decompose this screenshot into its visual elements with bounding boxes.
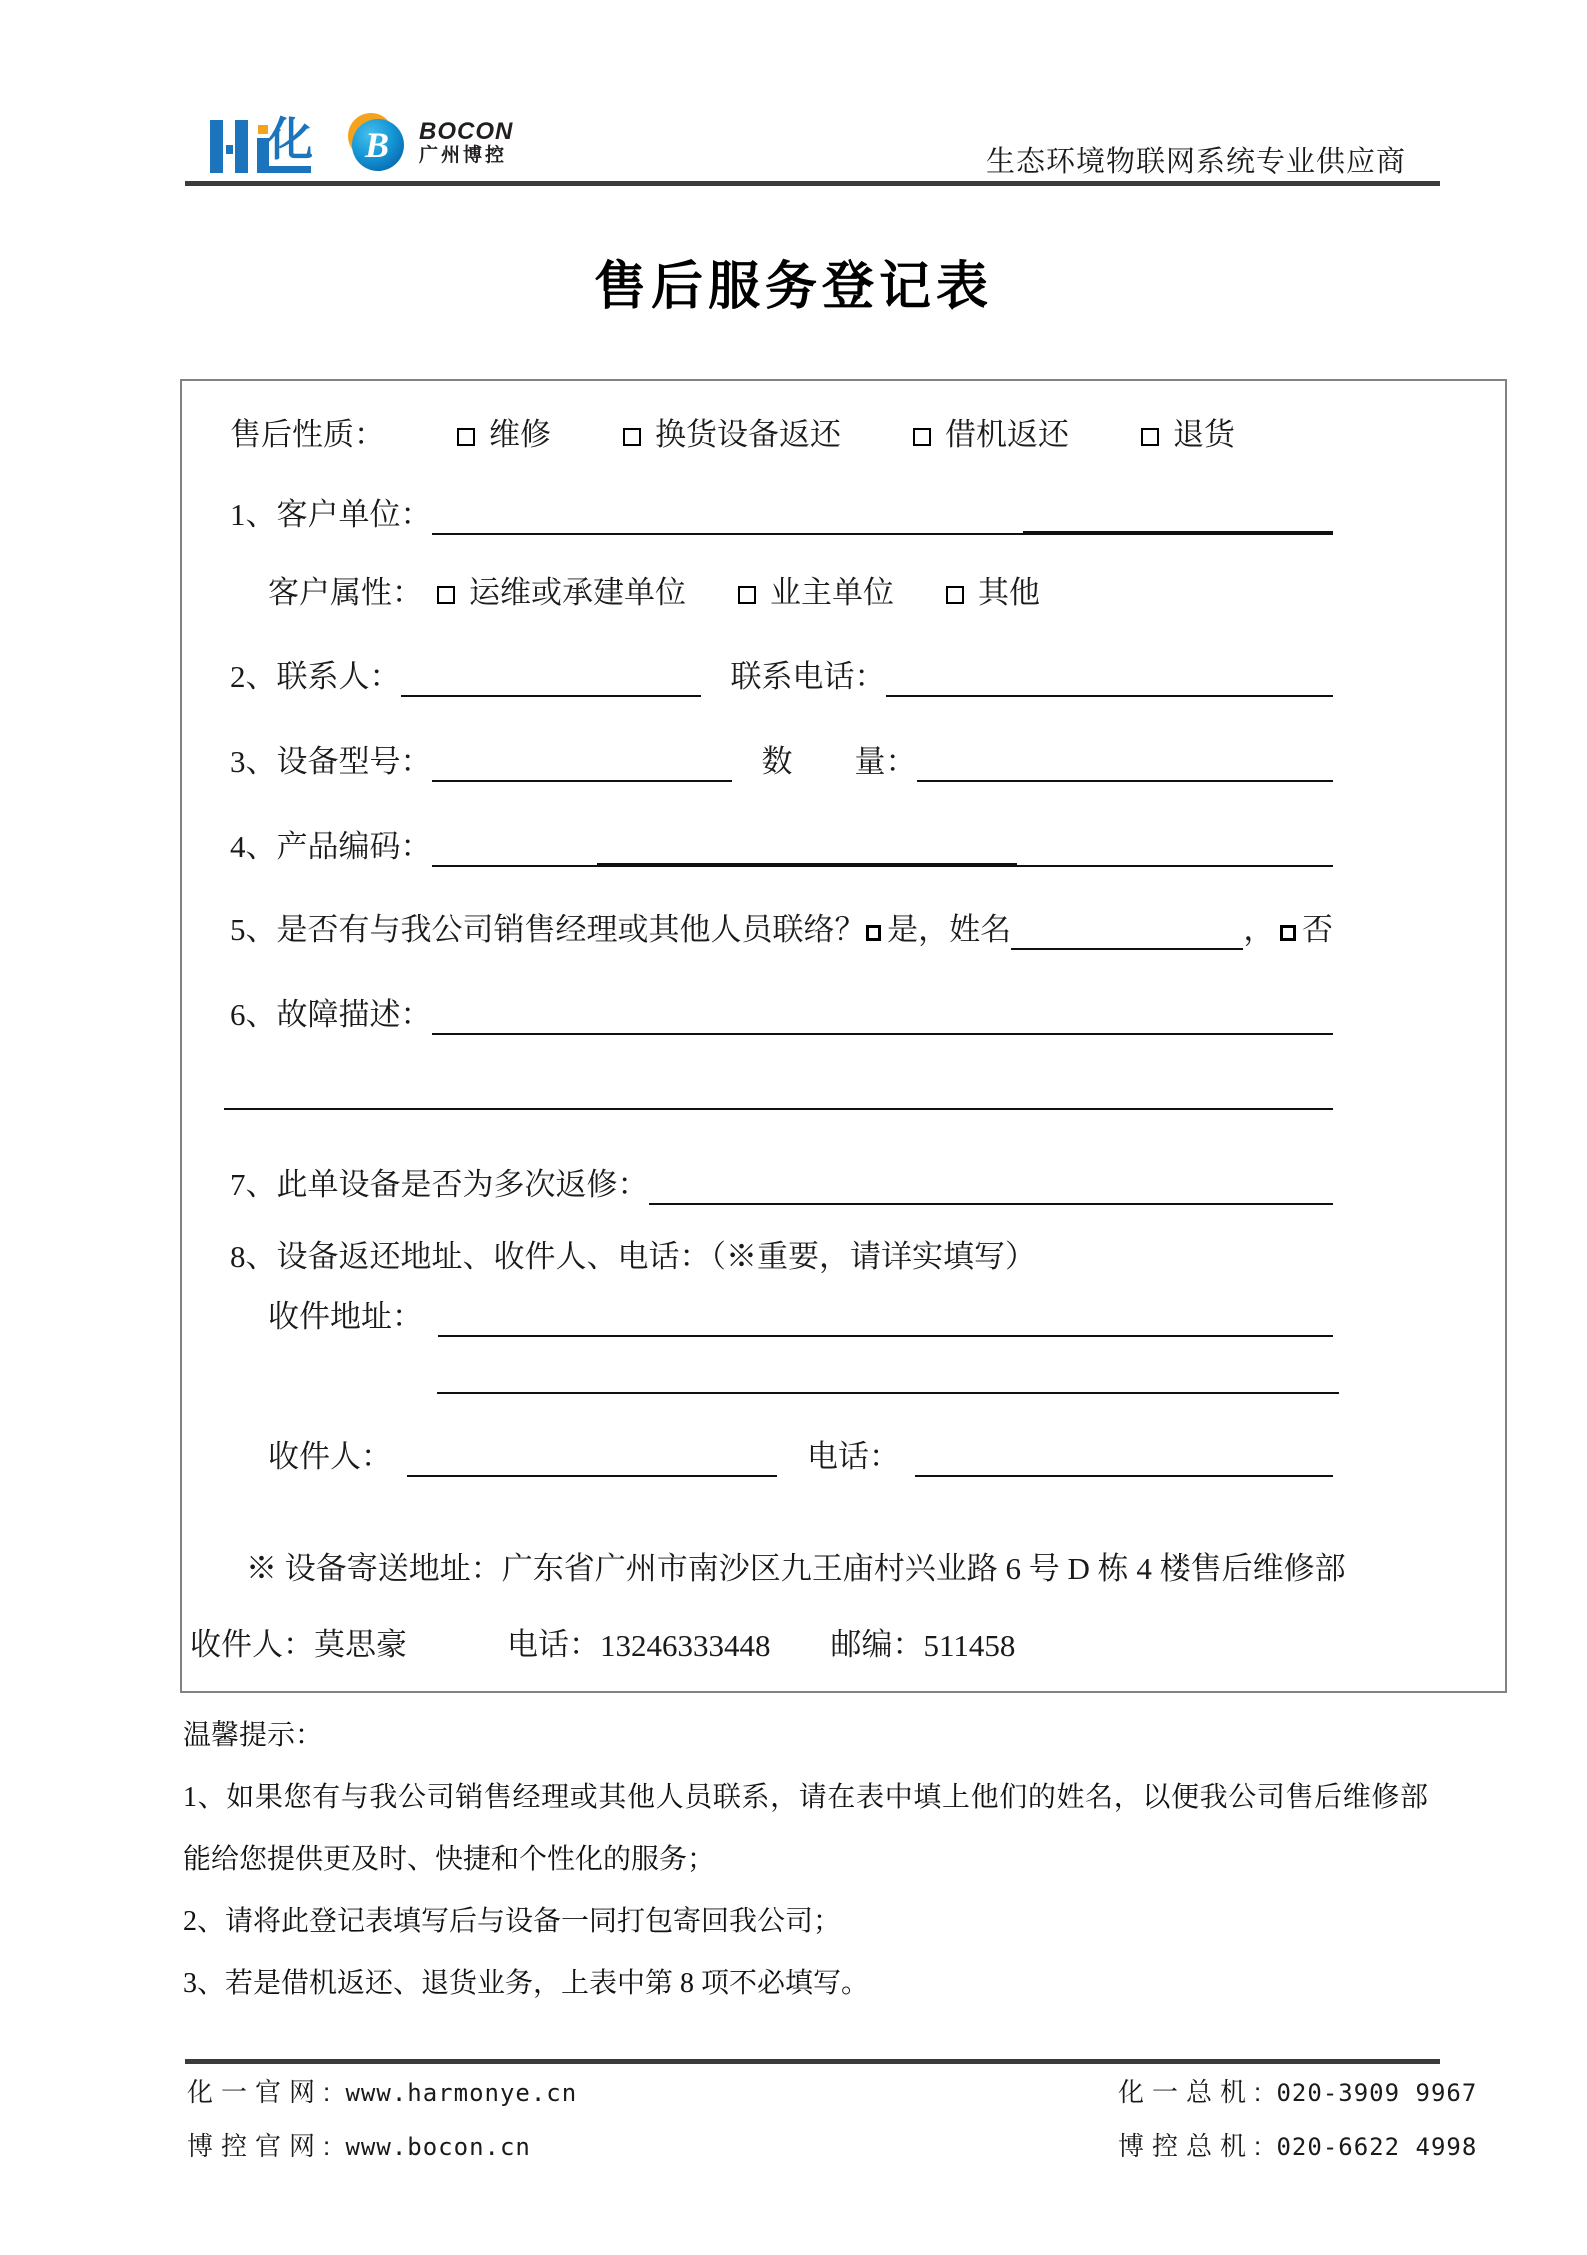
sales-contact-label: 5、是否有与我公司销售经理或其他人员联络？ — [230, 912, 866, 947]
fault-description-field[interactable] — [432, 993, 1334, 1035]
recipient-address-field-line2[interactable] — [437, 1342, 1339, 1394]
svg-text:B: B — [364, 125, 390, 165]
checkbox-owner-unit[interactable] — [738, 586, 756, 604]
footer-huayi-site — [187, 2066, 577, 2120]
tips-item-1: 1、如果您有与我公司销售经理或其他人员联系，请在表中填上他们的姓名，以便我公司售后维修部能给您提供更及时、快捷和个性化的服务； — [183, 1782, 1428, 1875]
shipping-address-line: ※ 设备寄送地址：广东省广州市南沙区九王庙村兴业路 6 号 D 栋 4 楼售后维修部 — [246, 1551, 1346, 1586]
footer-huayi-site-label: 化一官网: — [187, 2077, 339, 2107]
huayi-logo-bar — [210, 120, 223, 173]
option-repair — [457, 415, 551, 455]
shipping-phone-value: 13246333448 — [600, 1628, 771, 1663]
option-loaner-return-label: 借机返还 — [945, 417, 1069, 452]
recipient-phone-label: 电话： — [807, 1439, 900, 1474]
option-other — [946, 573, 1040, 613]
header-divider — [185, 181, 1440, 186]
contact-row — [230, 653, 1333, 697]
bocon-globe-icon — [345, 112, 407, 174]
device-model-row — [230, 738, 1333, 782]
fault-description-row — [230, 991, 1333, 1035]
shipping-contact-line — [190, 1619, 1015, 1664]
customer-attribute-row — [268, 569, 1333, 613]
product-code-field-bold[interactable] — [597, 825, 1017, 867]
checkbox-repair[interactable] — [457, 428, 475, 446]
fault-description-field-line2[interactable] — [224, 1058, 1333, 1110]
shipping-receiver-name: 莫思豪 — [314, 1627, 407, 1662]
checkbox-other[interactable] — [946, 586, 964, 604]
device-model-field[interactable] — [432, 740, 732, 782]
page-title: 售后服务登记表 — [593, 258, 993, 316]
checkbox-no[interactable] — [1280, 925, 1296, 941]
option-om-unit-label: 运维或承建单位 — [469, 575, 686, 610]
repeat-repair-label: 7、此单设备是否为多次返修： — [230, 1167, 649, 1202]
tips-item-2: 2、请将此登记表填写后与设备一同打包寄回我公司； — [183, 1906, 842, 1937]
footer-bocon-phone-label: 博控总机: — [1118, 2131, 1270, 2161]
bocon-wordmark: BOCON — [419, 118, 514, 146]
recipient-name-field[interactable] — [407, 1435, 777, 1477]
footer-huayi-phone — [1118, 2066, 1477, 2120]
option-owner-unit-label: 业主单位 — [770, 575, 894, 610]
bocon-chinese-name: 广州博控 — [419, 144, 508, 166]
recipient-address-field[interactable] — [438, 1295, 1333, 1337]
shipping-info-box — [180, 1505, 1507, 1693]
footer-phones — [1118, 2066, 1477, 2174]
checkbox-refund[interactable] — [1141, 428, 1159, 446]
customer-company-label: 1、客户单位： — [230, 497, 432, 532]
repeat-repair-field[interactable] — [649, 1163, 1334, 1205]
company-tagline: 生态环境物联网系统专业供应商 — [985, 146, 1406, 178]
huayi-logo-underline — [267, 166, 311, 173]
service-nature-label: 售后性质： — [230, 417, 385, 452]
sales-no-label: 否 — [1302, 912, 1333, 947]
return-address-header-row — [230, 1233, 1333, 1277]
sales-name-field[interactable] — [1011, 908, 1243, 950]
sales-yes-label: 是，姓名 — [887, 912, 1012, 947]
footer-bocon-phone — [1118, 2120, 1477, 2174]
footer-bocon-site-label: 博控官网: — [187, 2131, 339, 2161]
contact-phone-field[interactable] — [886, 655, 1334, 697]
sales-contact-row — [230, 906, 1333, 950]
customer-company-field-bold[interactable] — [1023, 493, 1333, 535]
contact-name-label: 2、联系人： — [230, 659, 401, 694]
bocon-logo — [345, 112, 513, 174]
recipient-row — [268, 1433, 1333, 1477]
footer-huayi-phone-number: 020-3909 9967 — [1276, 2079, 1478, 2107]
sales-comma: ， — [1243, 912, 1275, 947]
option-exchange-return — [623, 415, 841, 455]
product-code-field-tail[interactable] — [1017, 825, 1334, 867]
huayi-logo-char: 化 — [267, 113, 313, 165]
return-address-header: 8、设备返还地址、收件人、电话：（※重要，请详实填写） — [230, 1239, 1036, 1274]
product-code-field[interactable] — [432, 825, 597, 867]
shipping-phone-label: 电话： — [507, 1627, 600, 1662]
checkbox-om-unit[interactable] — [437, 586, 455, 604]
shipping-receiver-label: 收件人： — [190, 1627, 314, 1662]
footer-huayi-site-url[interactable]: www.harmonye.cn — [345, 2079, 578, 2107]
checkbox-yes[interactable] — [866, 925, 882, 941]
service-form — [180, 379, 1507, 1507]
huayi-logo-dash — [226, 145, 233, 154]
repeat-repair-row — [230, 1161, 1333, 1205]
footer-huayi-phone-label: 化一总机: — [1118, 2077, 1270, 2107]
footer-divider — [185, 2059, 1440, 2064]
shipping-zip-label: 邮编： — [830, 1627, 924, 1662]
recipient-name-label: 收件人： — [268, 1439, 392, 1474]
option-owner-unit — [738, 573, 894, 613]
footer-bocon-phone-number: 020-6622 4998 — [1276, 2133, 1478, 2161]
fault-description-label: 6、故障描述： — [230, 997, 432, 1032]
contact-phone-label: 联系电话： — [730, 659, 886, 694]
option-loaner-return — [913, 415, 1069, 455]
checkbox-loaner-return[interactable] — [913, 428, 931, 446]
customer-company-row — [230, 491, 1333, 535]
product-code-label: 4、产品编码： — [230, 829, 432, 864]
option-om-unit — [437, 573, 686, 613]
huayi-logo — [210, 113, 335, 174]
checkbox-exchange-return[interactable] — [623, 428, 641, 446]
customer-attribute-label: 客户属性： — [268, 575, 423, 610]
recipient-address-label: 收件地址： — [268, 1299, 423, 1334]
contact-name-field[interactable] — [401, 655, 701, 697]
option-repair-label: 维修 — [489, 417, 551, 452]
option-exchange-return-label: 换货设备返还 — [655, 417, 841, 452]
device-model-label: 3、设备型号： — [230, 744, 432, 779]
huayi-logo-bar — [235, 120, 248, 173]
product-code-row — [230, 823, 1333, 867]
recipient-phone-field[interactable] — [915, 1435, 1333, 1477]
footer-bocon-site — [187, 2120, 577, 2174]
tips-item-3: 3、若是借机返还、退货业务，上表中第 8 项不必填写。 — [183, 1968, 870, 1999]
shipping-zip-value: 511458 — [923, 1628, 1016, 1663]
footer-bocon-site-url[interactable]: www.bocon.cn — [345, 2133, 531, 2161]
option-refund-label: 退货 — [1173, 417, 1235, 452]
option-refund — [1141, 415, 1235, 455]
customer-company-field[interactable] — [432, 493, 1024, 535]
tips-title: 温馨提示： — [183, 1720, 324, 1751]
option-other-label: 其他 — [978, 575, 1040, 610]
footer-websites — [187, 2066, 577, 2174]
recipient-address-row — [268, 1293, 1333, 1337]
quantity-label: 数 量： — [761, 744, 917, 779]
service-nature-row — [230, 411, 1333, 455]
tips-section — [183, 1705, 1428, 2015]
quantity-field[interactable] — [917, 740, 1334, 782]
